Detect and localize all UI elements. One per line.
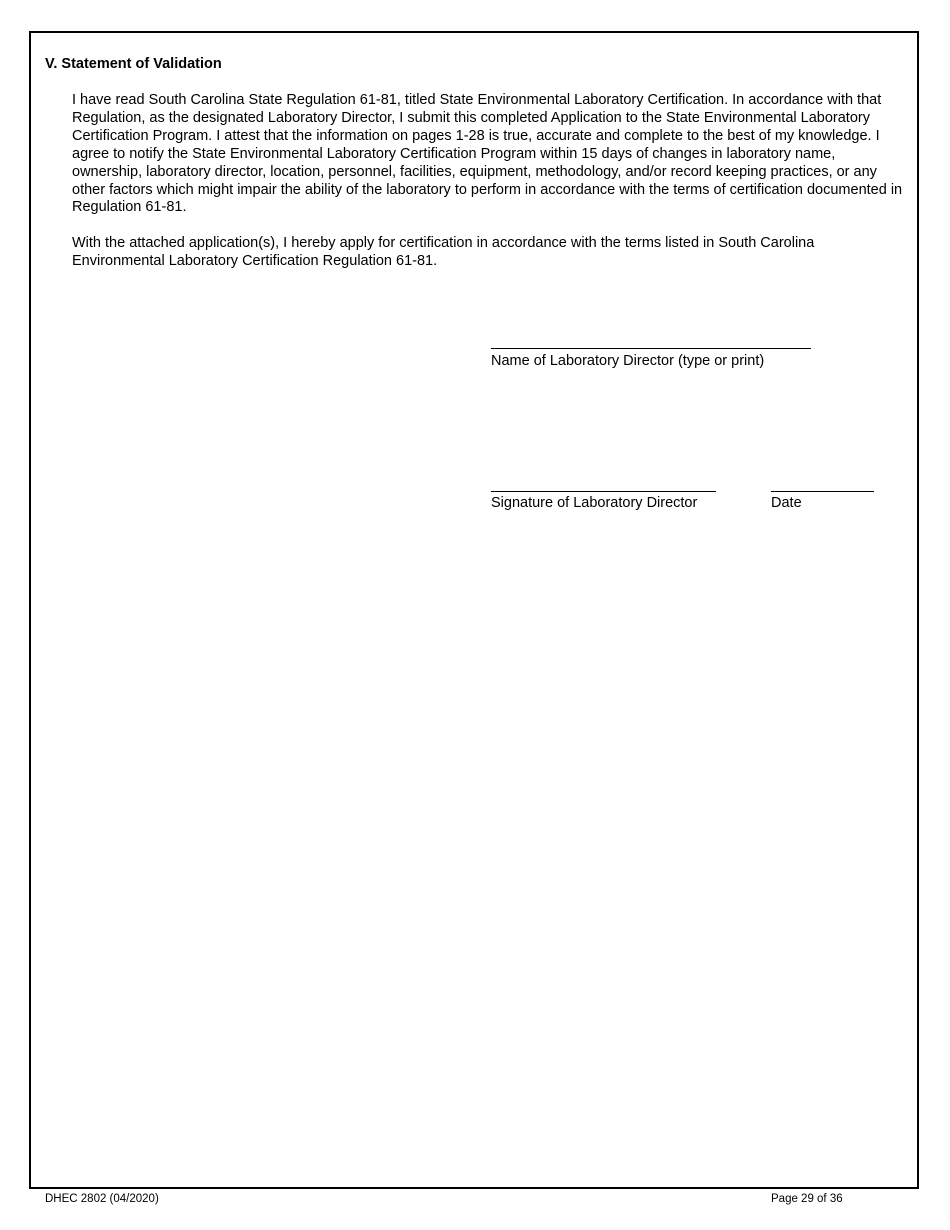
director-name-label: Name of Laboratory Director (type or print): [491, 353, 765, 369]
page-number: Page 29 of 36: [771, 1193, 843, 1205]
date-line[interactable]: [771, 491, 874, 492]
date-label: Date: [771, 495, 802, 511]
director-name-line[interactable]: [491, 348, 811, 349]
validation-statement-paragraph: I have read South Carolina State Regulation 61-81, titled State Environmental Laboratory Certification. In accordance with that Regulation, as the designated Laboratory Director, I submit this completed Application to the State Environmental Laboratory Certification Program. I attest that the information on pages 1-28 is true, accurate and complete to the best of my knowledge. I agree to notify the State Environmental Laboratory Certification Program within 15 days of changes in laboratory name, ownership, laboratory director, location, personnel, facilities, equipment, methodology, and/or record keeping practices, or any other factors which might impair the ability of the laboratory to perform in accordance with the terms of certification documented in Regulation 61-81.: [72, 92, 903, 216]
director-signature-line[interactable]: [491, 491, 716, 492]
application-statement-paragraph: With the attached application(s), I hereby apply for certification in accordance with the terms listed in South Carolina Environmental Laboratory Certification Regulation 61-81.: [72, 235, 815, 269]
director-signature-label: Signature of Laboratory Director: [491, 495, 698, 511]
section-title: V. Statement of Validation: [45, 56, 222, 72]
form-id: DHEC 2802 (04/2020): [45, 1193, 159, 1205]
